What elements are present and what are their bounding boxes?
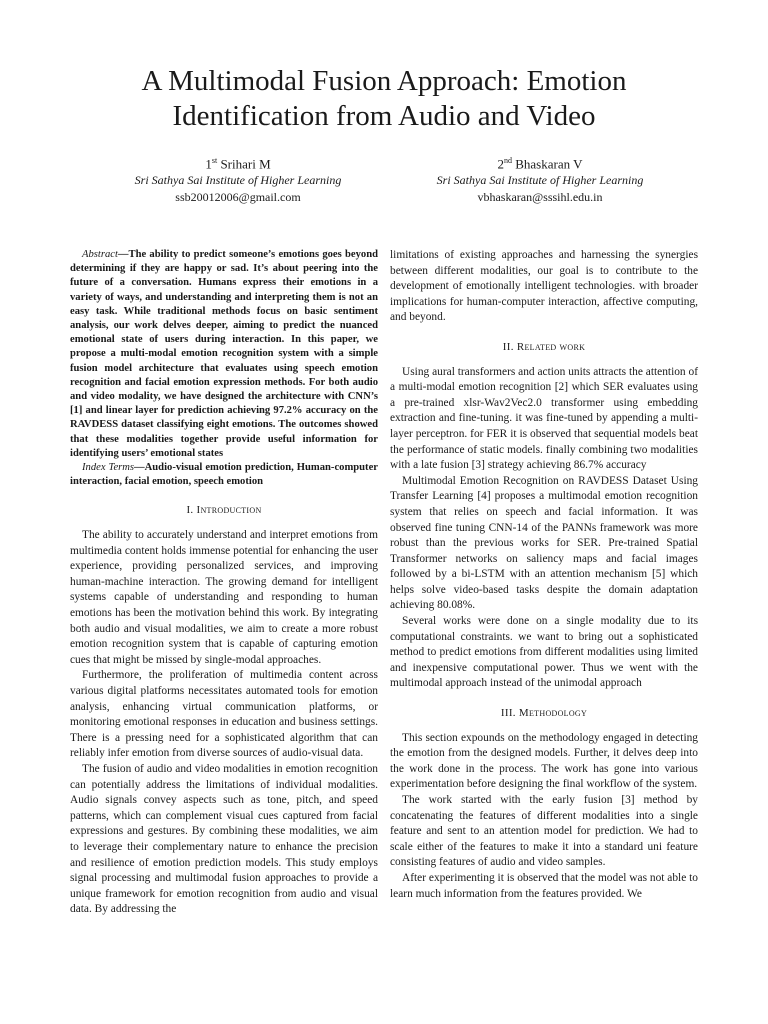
right-column bbox=[390, 248, 698, 902]
title-line-2: Identification from Audio and Video bbox=[172, 100, 596, 132]
author-block-2 bbox=[390, 152, 690, 206]
paragraph: Furthermore, the proliferation of multimedia content across various digital platforms necessitates automated tools for emotion analysis, enhancing virtual communication platforms, or monitoring emotional responses in education and business settings. There is a pressing need for a sophisticated algorithm that can reliably infer emotion from diverse sources of audio-visual data. bbox=[70, 669, 378, 760]
author-email: ssb20012006@gmail.com bbox=[175, 190, 301, 205]
paragraph-continuation: limitations of existing approaches and harnessing the synergies between different modalities, our goal is to contribute to the development of emotionally intelligent technologies. with broader implications for human-computer interaction, affective computing, and beyond. bbox=[390, 249, 698, 324]
section-heading-methodology: III. Methodology bbox=[500, 707, 588, 720]
index-terms: Index Terms—Audio-visual emotion prediction, Human-computer interaction, facial emotion, speech emotion bbox=[70, 462, 378, 488]
left-column bbox=[70, 248, 378, 918]
author-affiliation: Sri Sathya Sai Institute of Higher Learning bbox=[436, 173, 644, 188]
author-name: 1st Srihari M bbox=[205, 156, 271, 172]
title-line-1: A Multimodal Fusion Approach: Emotion bbox=[141, 65, 627, 97]
paragraph: The work started with the early fusion [3] method by concatenating the features of different modalities into a single feature and sent to an attention model for prediction. We had to scale either of the features to make it into a standard uni feature consisting features of audio and video samples. bbox=[390, 794, 698, 869]
section-heading-related-work: II. Related work bbox=[502, 340, 586, 353]
author-affiliation: Sri Sathya Sai Institute of Higher Learning bbox=[134, 173, 342, 188]
section-heading-introduction: I. Introduction bbox=[186, 504, 262, 517]
author-block-1 bbox=[88, 152, 388, 206]
author-email: vbhaskaran@sssihl.edu.in bbox=[477, 190, 603, 205]
paragraph: Using aural transformers and action units attracts the attention of a multi-modal emotion recognition [2] which SER evaluates using a pre-trained xlsr-Wav2Vec2.0 transformer using embedding extraction and fine-tuning. it was fine-tuned by appending a multi-layer perceptron. for FER it is observed that sequential models beat the performance of static models. finally combining two modalities with a late fusion [3] strategy achieving 86.7% accuracy bbox=[390, 365, 698, 472]
paragraph: The ability to accurately understand and interpret emotions from multimedia content holds immense potential for enhancing the user experience, providing personalized services, and improving human-machine interaction. The growing demand for intelligent systems capable of understanding and responding to human emotions has been the motivation behind this work. By integrating both audio and visual modalities, we aim to create a more robust emotion recognition system that is capable of capturing emotion cues that might be missed by single-modal approaches. bbox=[70, 529, 378, 666]
paragraph: Multimodal Emotion Recognition on RAVDESS Dataset Using Transfer Learning [4] proposes a multimodal emotion recognition system that relies on speech and facial information. It was observed fine tuning CNN-14 of the PANNs framework was more robust than the previous works for SER. Pre-trained Spatial Transformer networks on saliency maps and facial images followed by a bi-LSTM with an attention mechanism [5] which helps solve video-based tasks despite the domain adaptation achieving 80.08%. bbox=[390, 474, 698, 612]
paragraph: Several works were done on a single modality due to its computational constraints. we want to bring out a sophisticated method to predict emotions from different modalities using limited and inexpensive computational power. Thus we went with the multimodal approach instead of the unimodal approach bbox=[390, 615, 698, 690]
paragraph: After experimenting it is observed that the model was not able to learn much information from the features provided. We bbox=[390, 871, 698, 900]
author-name: 2nd Bhaskaran V bbox=[497, 156, 583, 172]
paragraph: The fusion of audio and video modalities in emotion recognition can potentially address the limitations of individual modalities. Audio signals convey aspects such as tone, pitch, and speed patterns, which can complement visual cues captured from facial expressions and gestures. By combining these modalities, we aim to leverage their complementary nature to enhance the precision and resilience of emotion prediction models. This study employs signal processing and multimodal fusion approaches to provide a unique framework for emotion recognition from audio and visual data. By addressing the bbox=[70, 762, 378, 916]
paper-title bbox=[60, 64, 708, 134]
paragraph: This section expounds on the methodology engaged in detecting the emotion from the designed models. Further, it delves deep into the work done in the process. The work has gone into various experimentation before designing the final workflow of the system. bbox=[390, 731, 698, 791]
abstract: Abstract—The ability to predict someone’s emotions goes beyond determining if they are happy or sad. It’s about peering into the future of a conversation. Humans express their emotions in a variety of ways, and understanding and interpreting them is not an easy task. While traditional methods focus on basic sentiment analysis, our work delves deeper, aiming to predict the nuanced emotional state of users during interaction. In this paper, we propose a multi-modal emotion recognition system with a simple fusion model architecture that evaluates using speech emotion recognition and facial emotion expression methods. For both audio and video modality, we have designed the architecture with CNN’s [1] and linear layer for prediction achieving 97.2% accuracy on the RAVDESS dataset classifying eight emotions. The outcomes showed that these modalities together provide useful information for identifying users’ emotional states bbox=[70, 249, 378, 459]
